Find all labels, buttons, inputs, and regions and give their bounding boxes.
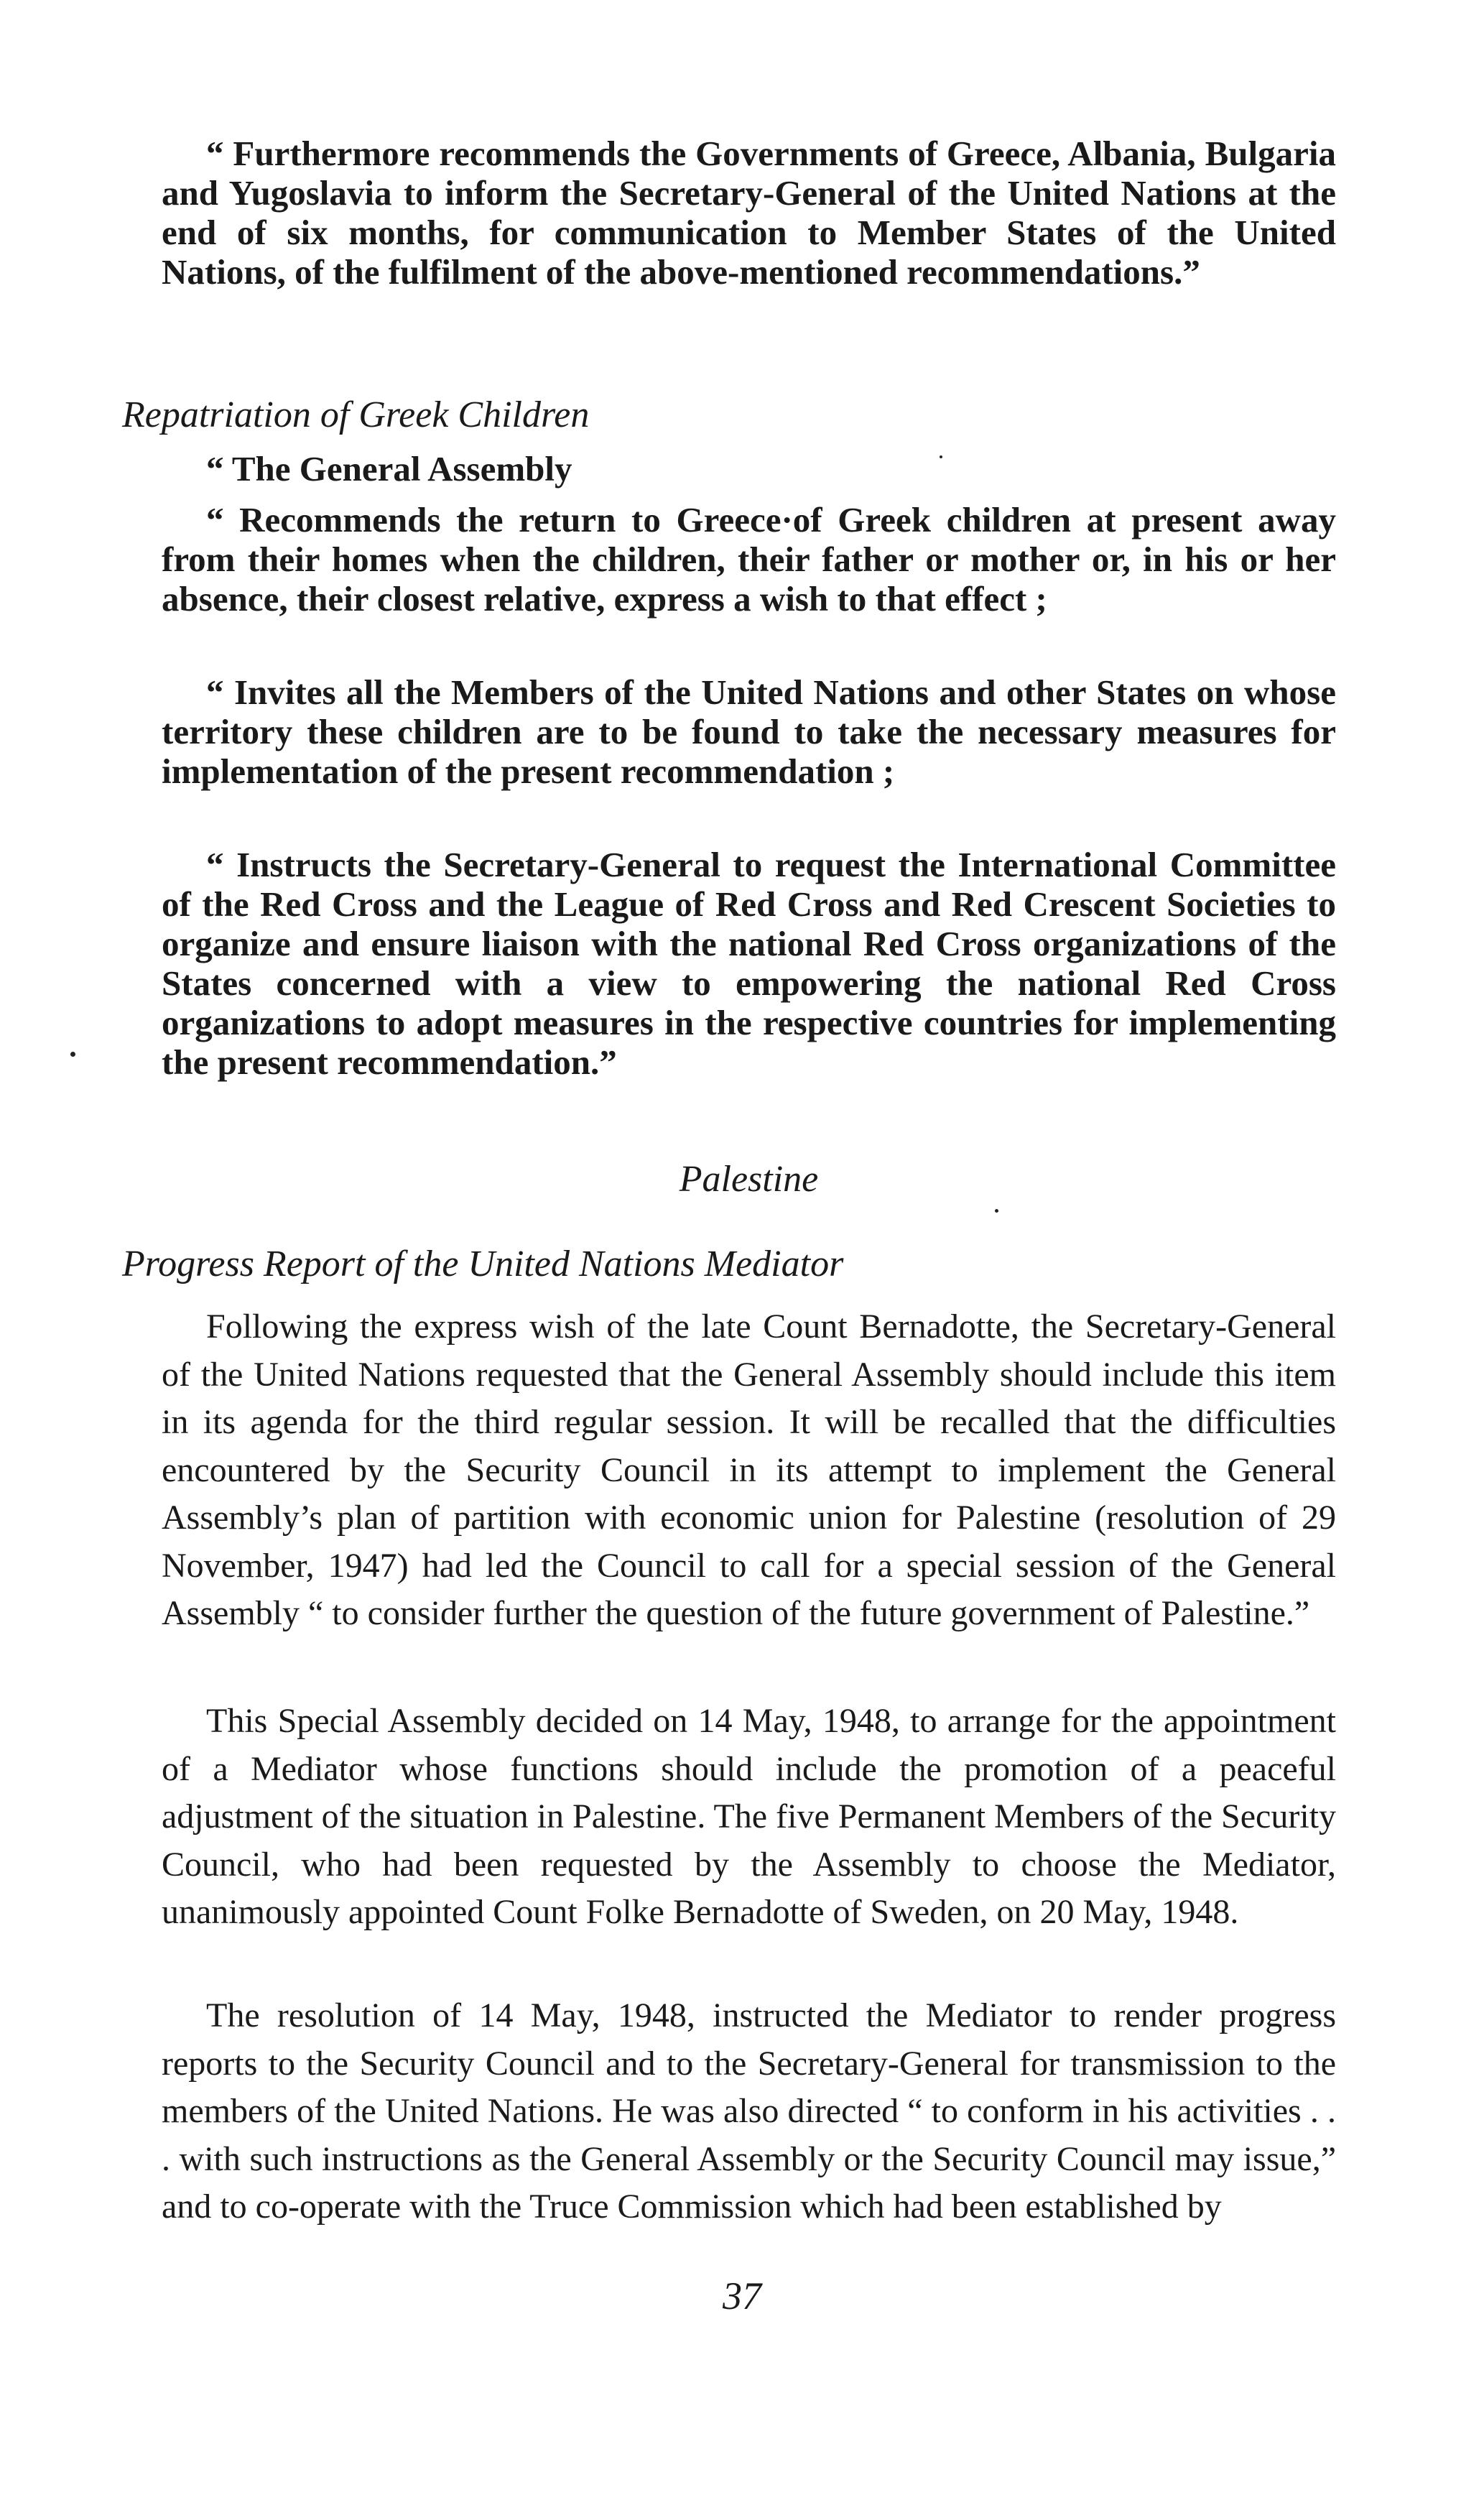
repatriation-preamble: “ The General Assembly [206, 449, 572, 489]
palestine-section-title: Palestine [679, 1159, 819, 1200]
repatriation-paragraph-recommends: “ Recommends the return to Greece·of Greek children at present away from their homes when the children, their father or mother or, in his or her absence, their closest relative, express a wish to that effect ; [162, 500, 1336, 619]
palestine-paragraph-background: Following the express wish of the late Count Bernadotte, the Secretary-General of the United Nations requested that the General Assembly should include this item in its agenda for the third regular session. It will be recalled that the difficulties encountered by the Security Council in its attempt to implement the General Assembly’s plan of partition with economic union for Palestine (resolution of 29 November, 1947) had led the Council to call for a special session of the General Assembly “ to consider further the question of the future government of Palestine.” [162, 1307, 1336, 1632]
palestine-paragraph-resolution: The resolution of 14 May, 1948, instructed the Mediator to render progress reports to the Security Council and to the Secretary-General for transmission to the members of the United Nations. He was also directed “ to conform in his activities . . . with such instructions as the General Assembly or the Security Council may issue,” and to co-operate with the Truce Commission which had been established by [162, 1996, 1336, 2226]
print-speck [995, 1209, 998, 1213]
repatriation-paragraph-invites: “ Invites all the Members of the United Nations and other States on whose territory these children are to be found to take the necessary measures for implementation of the present recommendation ; [162, 672, 1336, 791]
repatriation-heading: Repatriation of Greek Children [122, 394, 590, 435]
mediator-report-heading: Progress Report of the United Nations Mediator [122, 1244, 844, 1284]
palestine-paragraph-special-assembly: This Special Assembly decided on 14 May, 1948, to arrange for the appointment of a Mediator whose functions should include the promotion of a peaceful adjustment of the situation in Palestine. The five Permanent Members of the Security Council, who had been requested by the Assembly to choose the Mediator, unanimously appointed Count Folke Bernadotte of Sweden, on 20 May, 1948. [162, 1702, 1336, 1931]
greece-recommendation-close: “ Furthermore recommends the Governments of Greece, Albania, Bulgaria and Yugoslavia to inform the Secretary-General of the United Nations at the end of six months, for communication to Member States of the United Nations, of the fulfilment of the above-mentioned recommendations.” [162, 134, 1336, 292]
print-speck [940, 455, 942, 458]
print-speck [70, 1052, 75, 1057]
repatriation-paragraph-instructs: “ Instructs the Secretary-General to request the International Committee of the Red Cross and the League of Red Cross and Red Crescent Societies to organize and ensure liaison with the national Red Cross organizations of the States concerned with a view to empowering the national Red Cross organizations to adopt measures in the respective countries for implementing the present recommendation.” [162, 845, 1336, 1082]
page-number: 37 [723, 2274, 761, 2318]
